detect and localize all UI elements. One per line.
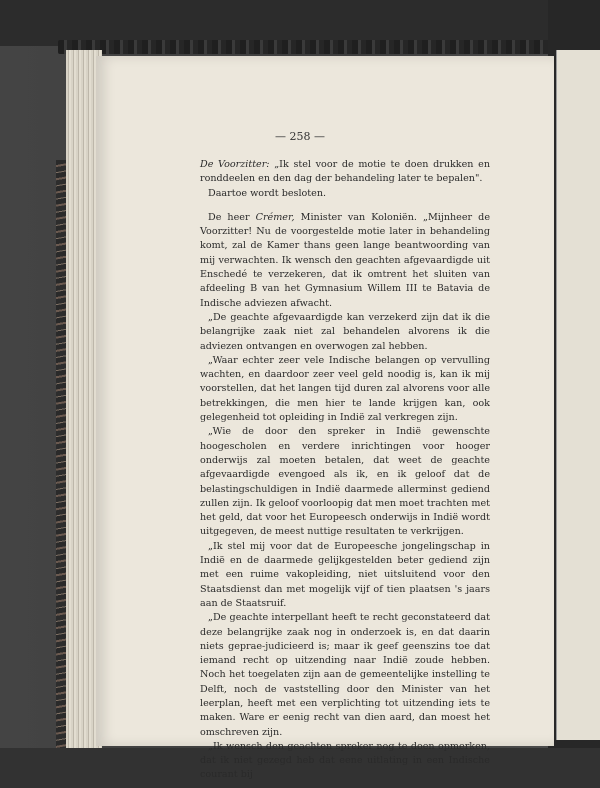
paragraph [200,311,490,354]
paragraph [200,354,490,425]
paragraph [200,611,490,740]
paragraph-gap [200,201,490,211]
paragraph-text: Daartoe wordt besloten. [208,187,327,199]
paragraph [200,540,490,611]
paragraph-text: Minister van Koloniën. „Mijnheer de Voorzitter! Nu de voorgestelde motie later in behandeling komt, zal de Kamer thans geen lange beantwoording van mij verwachten. Ik wensch den geachten afgevaardigde uit Enschedé te verzekeren, dat ik omtrent het sluiten van afdeeling B van het Gymnasium Willem III te Batavia de Indische adviezen afwacht. [200,211,490,309]
speaker-name: De Voorzitter: [200,159,270,170]
paragraph-text: „De geachte interpellant heeft te recht geconstateerd dat deze belangrijke zaak nog in onderzoek is, en dat daarin niets geprae-judicieerd is; maar ik geef geenszins toe dat iemand recht op uitzending naar Indië zoude hebben. Noch het toegelaten zijn aan de gemeentelijke instelling te Delft, noch de vaststelling door den Minister van het leerplan, heeft met een verplichting tot uitzending iets te maken. Ware er eenig recht van dien aard, dan moest het omschreven zijn. [200,612,490,738]
paragraph-text: „De geachte afgevaardigde kan verzekerd zijn dat ik die belangrijke zaak niet zal behandelen alvorens ik die adviezen ontvangen en overwogen zal hebben. [200,311,490,352]
paragraph [200,211,490,311]
paragraph-text: „Waar echter zeer vele Indische belangen op vervulling wachten, en daardoor zeer veel geld noodig is, kan ik mij voorstellen, dat het langen tijd duren zal alvorens voor alle betrekkingen, die men hier te lande krijgen kan, ook gelegenheid tot opleiding in Indië zal verkregen zijn. [200,354,490,424]
speaker-name: Crémer, [255,211,295,223]
facing-page-edge [556,50,600,740]
paragraph [200,740,490,783]
paragraph-text: „Ik stel voor de motie te doen drukken en ronddeelen en den dag der behandeling later te bepalen". [200,159,490,185]
paragraph-text: „Ik stel mij voor dat de Europeesche jongelingschap in Indië en de daarmede gelijkgestelden beter gediend zijn met een ruime vakopleiding, niet uitsluitend voor den Staatsdienst dan met mogelijk vijf of tien plaatsen 's jaars aan de Staatsruif. [200,540,490,609]
paragraph-text: „Ik wensch den geachten spreker nog te doen opmerken, dat ik niet gezegd heb dat eene uitlating in een Indische courant bij [200,740,490,781]
book-spine-cloth [58,40,558,54]
paragraph-prefix: De heer [208,211,256,223]
paragraph [200,158,490,187]
paragraph [200,425,490,539]
paragraph [200,187,490,201]
page-number: — 258 — [275,130,325,143]
paragraph-text: „Wie de door den spreker in Indië gewenschte hoogescholen en verdere inrichtingen voor hooger onderwijs zal moeten betalen, dat weet de geachte afgevaardigde evengoed als ik, en ik geloof dat de belastingschuldigen in Indië daarmede allerminst gediend zullen zijn. Ik geloof voorloopig dat men moet trachten met het geld, dat voor het Europeesch onderwijs in Indië wordt uitgegeven, de meest nuttige resultaten te verkrijgen. [200,426,490,538]
page-text [200,158,490,783]
